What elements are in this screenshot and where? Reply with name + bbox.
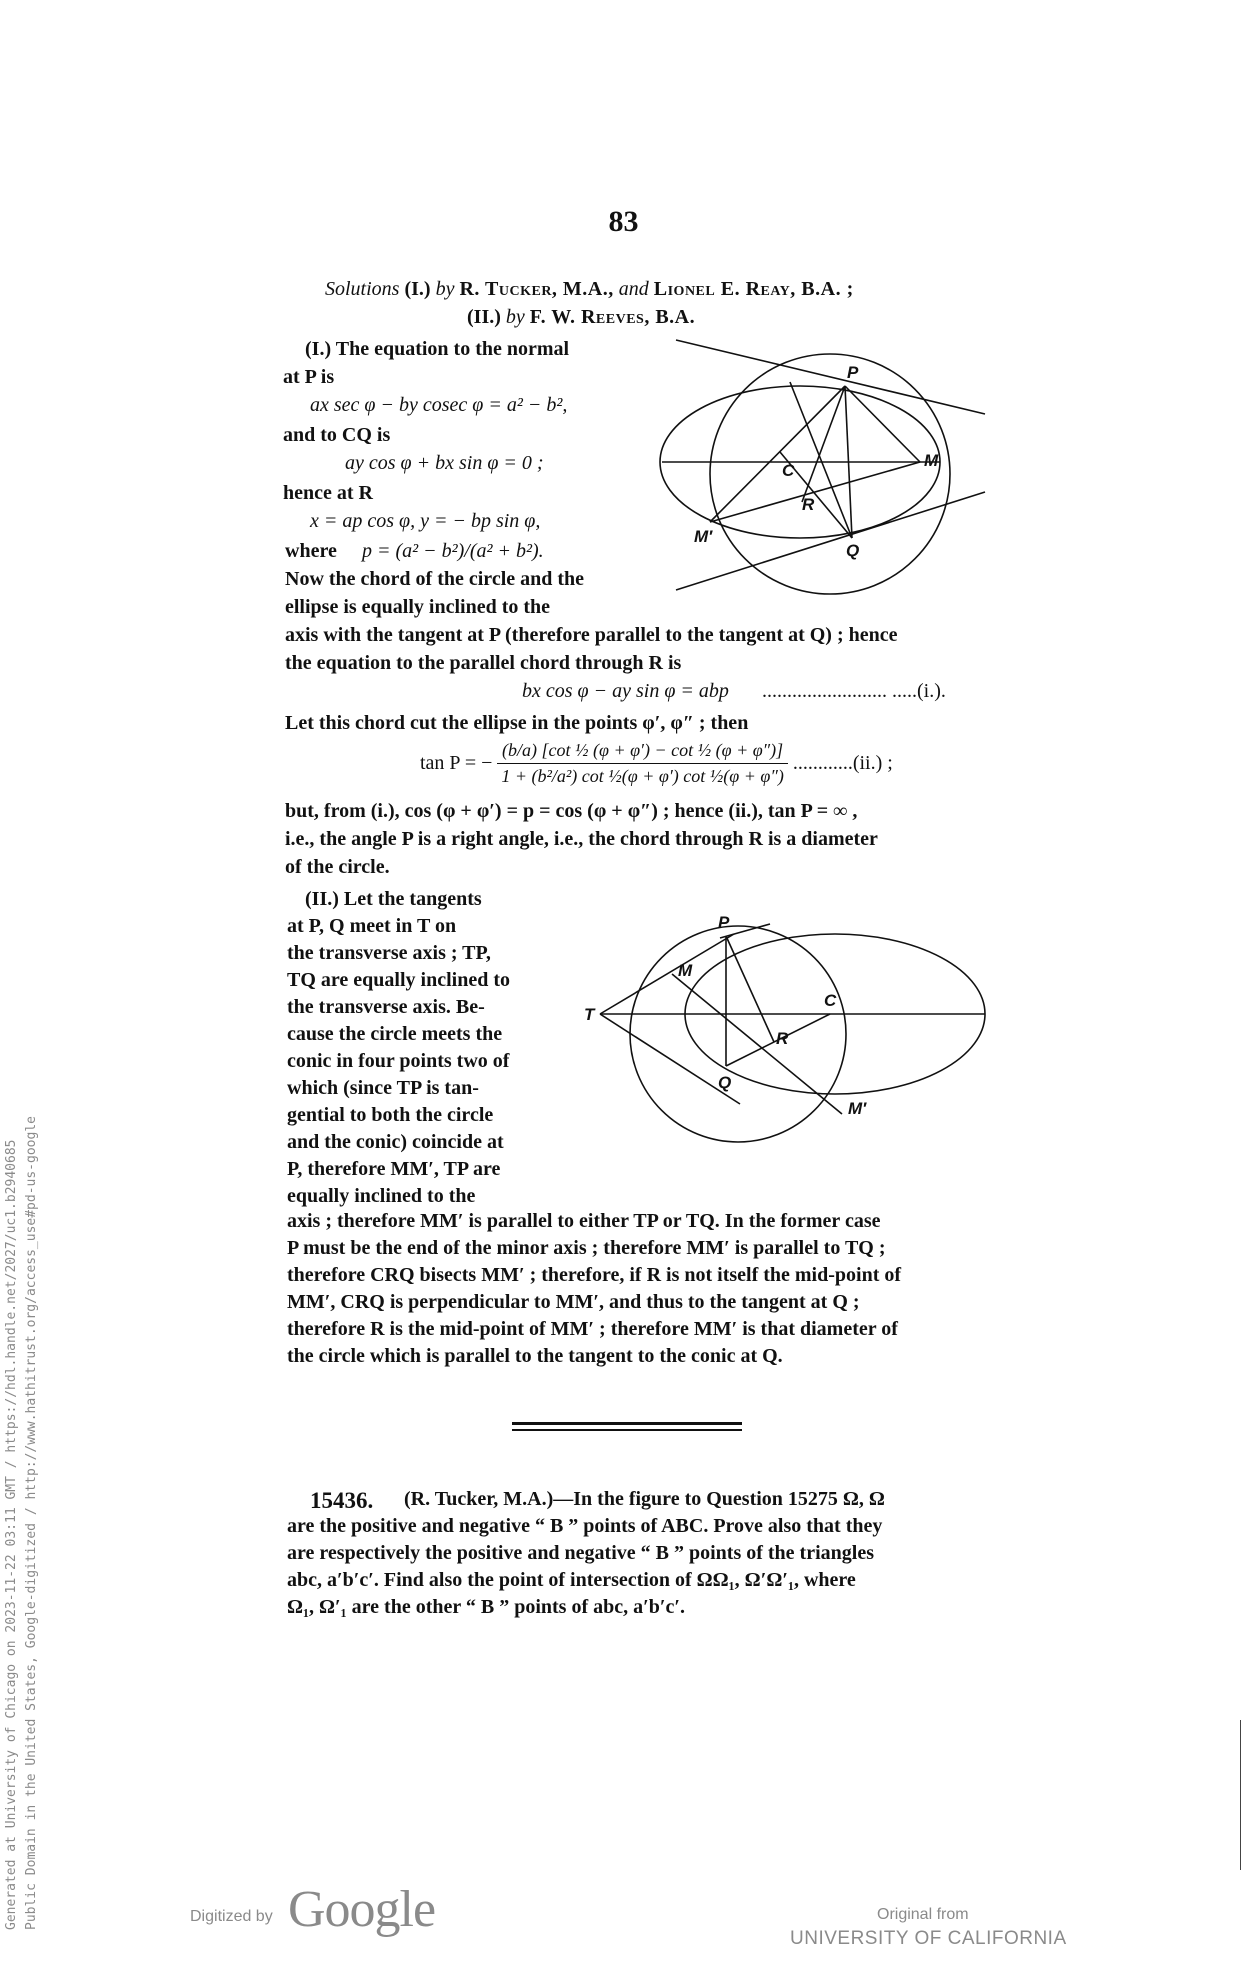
part1-line-3: and to CQ is (283, 424, 391, 446)
question-line-4: abc, a′b′c′. Find also the point of intersection of ΩΩ₁, Ω′Ω′₁, where (287, 1569, 856, 1591)
equation-normal: ax sec φ − by cosec φ = a² − b², (310, 394, 568, 416)
fig1-p-to-c (790, 382, 852, 538)
part2-wide-line: the circle which is parallel to the tangent to the conic at Q. (287, 1345, 783, 1367)
tan-denominator: 1 + (b²/a²) cot ½(φ + φ′) cot ½(φ + φ″) (501, 766, 784, 786)
tan-lhs: tan P = − (420, 752, 493, 774)
separator-rule-bottom (512, 1429, 742, 1431)
fig2-tangent-tp (600, 934, 734, 1014)
equation-parallel-chord: bx cos φ − ay sin φ = abp (522, 680, 729, 702)
fig2-label-r: R (776, 1029, 789, 1048)
equation-cq: ay cos φ + bx sin φ = 0 ; (345, 452, 544, 474)
fig1-label-r: R (802, 495, 815, 514)
part1-line-13: of the circle. (285, 856, 390, 878)
figure-1-ellipse-circle (640, 326, 1000, 616)
fig2-label-m: M (678, 961, 693, 980)
fig1-chord-mm (710, 462, 920, 522)
part2-line: TQ are equally inclined to (287, 969, 510, 991)
part1-line-9: the equation to the parallel chord through R is (285, 652, 682, 674)
fig1-label-c: C (782, 461, 795, 480)
tan-fraction (497, 740, 787, 787)
part2-line: P, therefore MM′, TP are (287, 1158, 501, 1180)
google-logo: Google (288, 1881, 436, 1938)
part1-line-1: (I.) The equation to the normal (305, 338, 570, 360)
credits-by-2: by (505, 306, 525, 328)
fig2-circle (630, 926, 846, 1142)
question-line-3: are respectively the positive and negative “ B ” points of the triangles (287, 1542, 874, 1564)
credits-solutions: Solutions (325, 278, 400, 300)
question-line-1: (R. Tucker, M.A.)—In the figure to Question 15275 Ω, Ω (404, 1488, 885, 1510)
credits-part-i: (I.) (404, 278, 431, 300)
part2-line: and the conic) coincide at (287, 1131, 504, 1153)
margin-note-line-1: Generated at University of Chicago on 2023-11-22 03:11 GMT / https://hdl.handle.net/2027/uc1.b2940685 (4, 1139, 19, 1930)
fig2-m-to-mprime (672, 974, 842, 1114)
fig2-label-mprime: M′ (848, 1099, 867, 1118)
scan-edge-mark (1240, 1720, 1241, 1870)
fig1-p-to-m (845, 386, 920, 462)
part2-line: gential to both the circle (287, 1104, 494, 1126)
part2-wide-line: MM′, CRQ is perpendicular to MM′, and thus to the tangent at Q ; (287, 1291, 860, 1313)
part2-line: the transverse axis ; TP, (287, 942, 491, 964)
part2-line: equally inclined to the (287, 1185, 476, 1207)
fig1-circle (710, 354, 950, 594)
question-number: 15436. (310, 1488, 374, 1513)
figure-2-tangents (580, 914, 1000, 1164)
question-line-2: are the positive and negative “ B ” points of ABC. Prove also that they (287, 1515, 883, 1537)
part1-line-11: but, from (i.), cos (φ + φ′) = p = cos (φ + φ″) ; hence (ii.), tan P = ∞ , (285, 800, 858, 822)
part1-line-2: at P is (283, 366, 335, 388)
part2-wide-line: axis ; therefore MM′ is parallel to either TP or TQ. In the former case (287, 1210, 881, 1232)
tan-numerator: (b/a) [cot ½ (φ + φ′) − cot ½ (φ + φ″)] (497, 740, 787, 764)
part2-line: cause the circle meets the (287, 1023, 503, 1045)
question-line-5: Ω₁, Ω′₁ are the other “ B ” points of abc, a′b′c′. (287, 1596, 685, 1618)
part2-wide-line: therefore CRQ bisects MM′ ; therefore, if R is not itself the mid-point of (287, 1264, 902, 1286)
part1-line-7: ellipse is equally inclined to the (285, 596, 551, 618)
fig2-label-c: C (824, 991, 837, 1010)
part2-line: (II.) Let the tangents (305, 888, 482, 910)
part2-wide-line: therefore R is the mid-point of MM′ ; therefore MM′ is that diameter of (287, 1318, 898, 1340)
footer-original-from: Original from (877, 1906, 969, 1923)
equation-p: p = (a² − b²)/(a² + b²). (362, 540, 544, 562)
equation-r-coords: x = ap cos φ, y = − bp sin φ, (310, 510, 541, 532)
fig2-label-t: T (584, 1005, 595, 1024)
credits-and: and (618, 278, 649, 300)
part1-line-8: axis with the tangent at P (therefore parallel to the tangent at Q) ; hence (285, 624, 898, 646)
footer-digitized-by: Digitized by (190, 1908, 273, 1925)
part1-where: where (285, 540, 337, 562)
part2-line: the transverse axis. Be- (287, 996, 485, 1018)
margin-note-line-2: Public Domain in the United States, Google-digitized / http://www.hathitrust.org/access_use#pd-us-google (24, 1116, 39, 1930)
credits-author-reay: Lionel E. Reay, B.A. ; (653, 278, 854, 300)
credits-author-reeves: F. W. Reeves, B.A. (529, 306, 696, 328)
fig2-p-to-r (726, 936, 774, 1042)
equation-tag-ii: ............(ii.) ; (792, 752, 893, 774)
hathitrust-margin-note (2, 1116, 42, 1930)
footer-university: UNIVERSITY OF CALIFORNIA (790, 1928, 1067, 1949)
fig2-label-q: Q (718, 1073, 732, 1092)
part2-line: which (since TP is tan- (287, 1077, 479, 1099)
solutions-credits (325, 274, 854, 304)
equation-tan-p (420, 740, 893, 787)
fig1-label-q: Q (846, 541, 860, 560)
equation-tag-i: ......................... .....(i.). (762, 680, 946, 702)
part2-wide-line: P must be the end of the minor axis ; therefore MM′ is parallel to TQ ; (287, 1237, 886, 1259)
fig2-label-p: P (718, 914, 730, 932)
part1-line-12: i.e., the angle P is a right angle, i.e., the chord through R is a diameter (285, 828, 878, 850)
part2-line: conic in four points two of (287, 1050, 510, 1072)
part1-line-4: hence at R (283, 482, 373, 504)
credits-by: by (435, 278, 455, 300)
part1-line-10: Let this chord cut the ellipse in the points φ′, φ″ ; then (285, 712, 749, 734)
credits-part-ii: (II.) (467, 306, 501, 328)
fig1-label-mprime: M′ (694, 527, 713, 546)
credits-author-tucker: R. Tucker, M.A., (459, 278, 614, 300)
part1-line-6: Now the chord of the circle and the (285, 568, 585, 590)
fig1-label-p: P (847, 363, 859, 382)
fig1-tangent-q (676, 492, 985, 590)
fig1-tangent-p (676, 340, 985, 414)
page-number: 83 (608, 205, 639, 238)
separator-rule-top (512, 1422, 742, 1425)
part2-line: at P, Q meet in T on (287, 915, 457, 937)
fig1-label-m: M (924, 451, 939, 470)
